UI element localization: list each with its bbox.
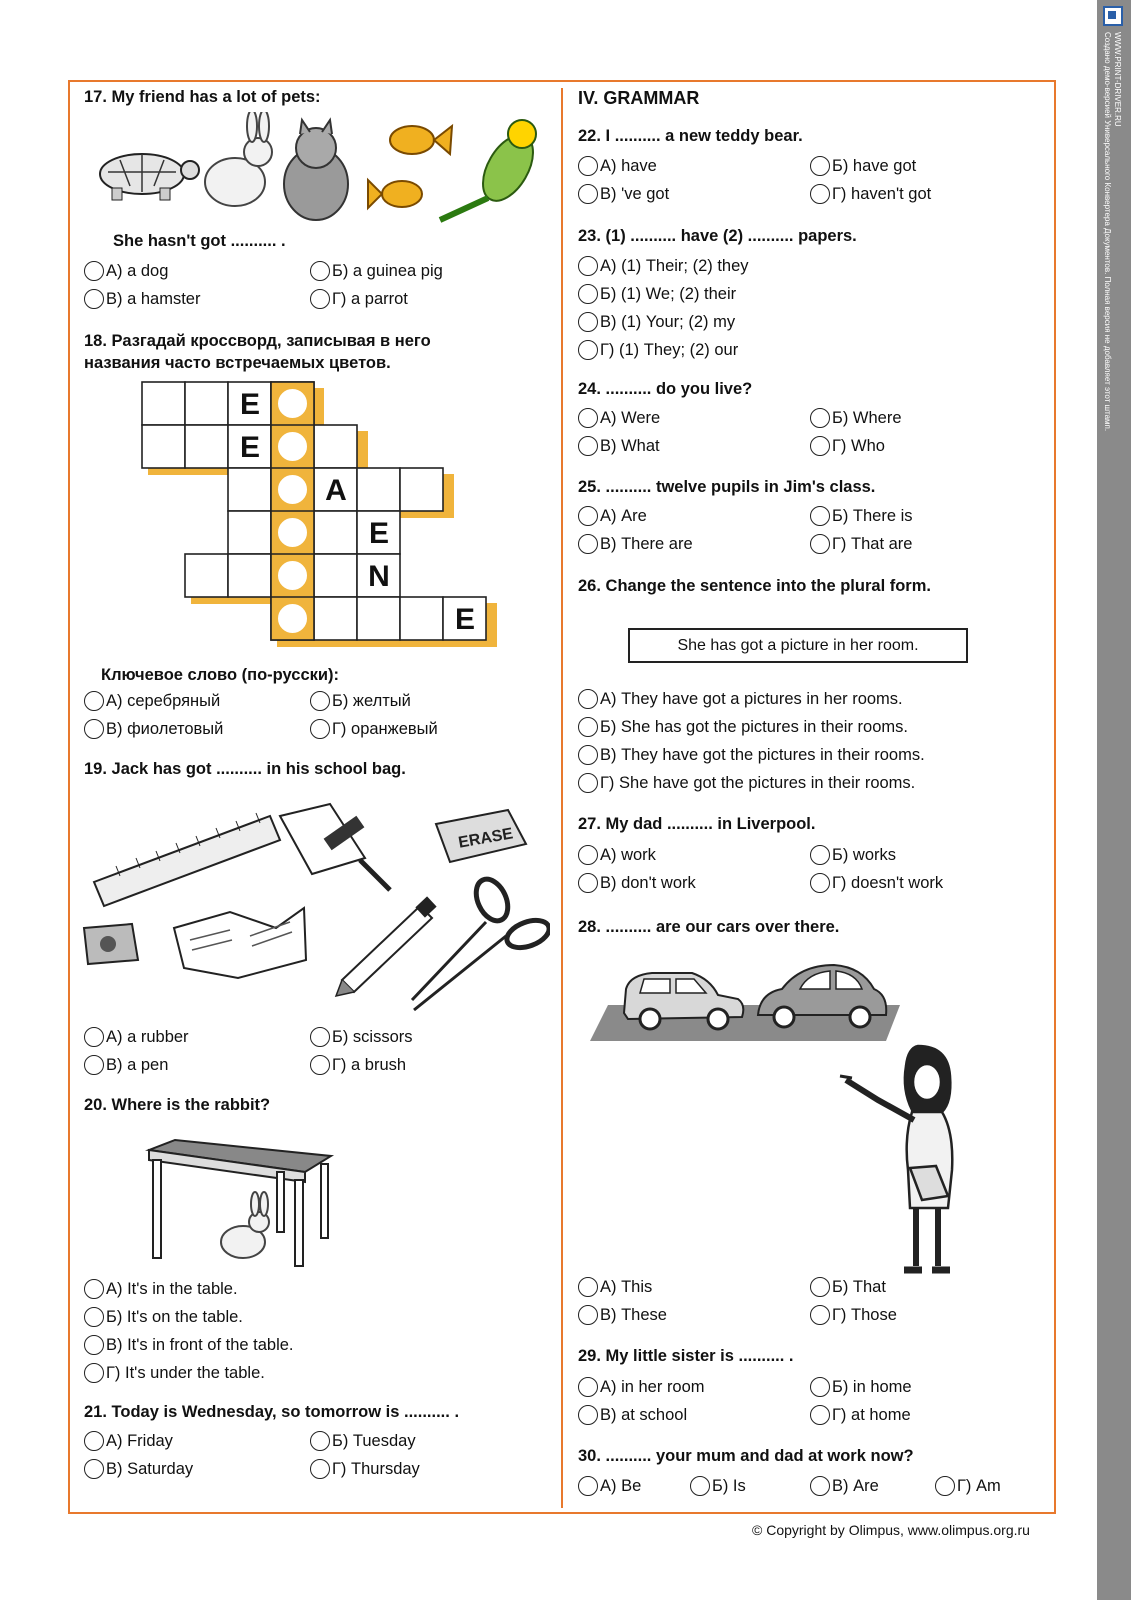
answer-circle-icon[interactable] (578, 534, 598, 554)
option-label: Г) (1) They; (2) our (600, 340, 739, 359)
option-label: В) фиолетовый (106, 719, 224, 738)
answer-circle-icon[interactable] (310, 691, 330, 711)
question-text: .......... do you live? (605, 380, 753, 398)
q17-option-d[interactable] (310, 287, 408, 311)
question-26 (578, 577, 931, 596)
question-number: 20. (84, 1096, 107, 1114)
q27-option-c[interactable] (578, 871, 696, 895)
option-label: Б) Is (712, 1476, 746, 1495)
question-number: 26. (578, 577, 601, 595)
answer-circle-icon[interactable] (578, 1405, 598, 1425)
option-label: Г) a brush (332, 1055, 407, 1074)
question-number: 22. (578, 127, 601, 145)
answer-circle-icon[interactable] (578, 312, 598, 332)
goldfish-icon (368, 126, 452, 208)
answer-circle-icon[interactable] (578, 717, 598, 737)
crossword-letter: E (454, 603, 476, 636)
option-label: А) Be (600, 1476, 642, 1495)
q21-option-d[interactable] (310, 1457, 420, 1481)
crossword-letter: E (368, 517, 390, 550)
option-label: Б) It's on the table. (106, 1307, 243, 1326)
q22-option-d[interactable] (810, 182, 931, 206)
option-label: Б) (1) We; (2) their (600, 284, 737, 303)
q22-option-c[interactable] (578, 182, 669, 206)
option-label: В) a hamster (106, 289, 201, 308)
option-label: Г) Am (957, 1476, 1001, 1495)
question-30 (578, 1447, 914, 1466)
q25-option-b[interactable] (810, 504, 913, 528)
q22-option-a[interactable] (578, 154, 657, 178)
notebook-icon (280, 804, 390, 890)
answer-circle-icon[interactable] (578, 506, 598, 526)
answer-circle-icon[interactable] (310, 289, 330, 309)
option-label: А) Are (600, 506, 647, 525)
girl-pointing-illustration (838, 1040, 978, 1290)
option-label: Г) haven't got (832, 184, 932, 203)
eraser-icon (436, 810, 526, 862)
open-book-icon (174, 908, 306, 978)
question-23 (578, 227, 857, 246)
option-label: Б) scissors (332, 1027, 413, 1046)
q17-option-b[interactable] (310, 259, 443, 283)
q17-prompt: She hasn't got .......... . (113, 232, 286, 250)
option-label: Б) in home (832, 1377, 912, 1396)
question-text: My friend has a lot of pets: (111, 88, 321, 106)
option-label: Б) There is (832, 506, 913, 525)
option-label: Б) a guinea pig (332, 261, 443, 280)
question-28 (578, 918, 839, 937)
answer-circle-icon[interactable] (810, 1405, 830, 1425)
q17-option-a[interactable] (84, 259, 168, 283)
question-number: 17. (84, 88, 107, 106)
q29-option-a[interactable] (578, 1375, 705, 1399)
q26-option-a[interactable] (578, 687, 903, 711)
option-label: Б) Tuesday (332, 1431, 416, 1450)
option-label: Г) It's under the table. (106, 1363, 265, 1382)
question-29 (578, 1347, 794, 1366)
option-label: В) (1) Your; (2) my (600, 312, 736, 331)
answer-circle-icon[interactable] (310, 1027, 330, 1047)
answer-circle-icon[interactable] (84, 1027, 104, 1047)
q29-option-d[interactable] (810, 1403, 911, 1427)
answer-circle-icon[interactable] (310, 261, 330, 281)
q30-option-b[interactable] (690, 1474, 746, 1498)
q19-option-b[interactable] (310, 1025, 413, 1049)
crossword-letter: E (239, 388, 261, 421)
question-number: 25. (578, 478, 601, 496)
question-19 (84, 760, 406, 779)
answer-circle-icon[interactable] (310, 719, 330, 739)
q28-option-a[interactable] (578, 1275, 652, 1299)
sentence-box: She has got a picture in her room. (628, 628, 968, 663)
crossword-letter: A (325, 474, 347, 507)
answer-circle-icon[interactable] (810, 184, 830, 204)
watermark-url: WWW.PRINT-DRIVER.RU (1113, 32, 1122, 127)
q21-option-a[interactable] (84, 1429, 173, 1453)
option-label: Б) She has got the pictures in their rooms. (600, 717, 908, 736)
q23-option-a[interactable] (578, 254, 749, 278)
option-label: Г) Thursday (332, 1459, 420, 1478)
question-18 (84, 330, 504, 374)
q18-option-a[interactable] (84, 689, 220, 713)
answer-circle-icon[interactable] (578, 745, 598, 765)
question-text: I .......... a new teddy bear. (605, 127, 803, 145)
q18-option-b[interactable] (310, 689, 411, 713)
option-label: В) Are (832, 1476, 879, 1495)
answer-circle-icon[interactable] (310, 1055, 330, 1075)
option-label: Г) That are (832, 534, 913, 553)
option-label: В) at school (600, 1405, 688, 1424)
rabbit-icon (205, 112, 272, 206)
question-text: (1) .......... have (2) .......... papers. (605, 227, 857, 245)
option-label: Б) That (832, 1277, 886, 1296)
answer-circle-icon[interactable] (578, 256, 598, 276)
option-label: Б) works (832, 845, 896, 864)
watermark-text: Создано демо-версией Универсального Конвертера Документов. Полная версия не добавляет этот штамп. (1103, 32, 1112, 432)
answer-circle-icon[interactable] (810, 506, 830, 526)
q23-option-c[interactable] (578, 310, 735, 334)
q29-option-b[interactable] (810, 1375, 912, 1399)
answer-circle-icon[interactable] (810, 156, 830, 176)
scissors-icon (412, 874, 550, 1010)
section-heading: IV. GRAMMAR (578, 88, 700, 108)
question-number: 27. (578, 815, 601, 833)
option-label: А) work (600, 845, 656, 864)
answer-circle-icon[interactable] (810, 845, 830, 865)
option-label: В) It's in front of the table. (106, 1335, 294, 1354)
school-items-illustration (80, 800, 550, 1015)
answer-circle-icon[interactable] (810, 873, 830, 893)
q17-option-c[interactable] (84, 287, 200, 311)
answer-circle-icon[interactable] (810, 1305, 830, 1325)
q30-option-d[interactable] (935, 1474, 1001, 1498)
copyright-notice: © Copyright by Olimpus, www.olimpus.org.ru (752, 1522, 1030, 1538)
eraser-label: ERASE (457, 825, 515, 852)
q28-option-b[interactable] (810, 1275, 886, 1299)
q21-option-c[interactable] (84, 1457, 193, 1481)
answer-circle-icon[interactable] (84, 1431, 104, 1451)
question-number: 28. (578, 918, 601, 936)
q26-option-d[interactable] (578, 771, 915, 795)
question-text: Разгадай кроссворд, записывая в него названия часто встречаемых цветов. (84, 332, 431, 372)
answer-circle-icon[interactable] (84, 719, 104, 739)
option-label: А) a rubber (106, 1027, 189, 1046)
option-label: А) have (600, 156, 657, 175)
table-rabbit-illustration (145, 1138, 335, 1270)
option-label: Г) at home (832, 1405, 911, 1424)
answer-circle-icon[interactable] (84, 1335, 104, 1355)
option-label: В) What (600, 436, 660, 455)
rabbit-icon (221, 1192, 269, 1258)
answer-circle-icon[interactable] (810, 1277, 830, 1297)
answer-circle-icon[interactable] (935, 1476, 955, 1496)
answer-circle-icon[interactable] (84, 1307, 104, 1327)
answer-circle-icon[interactable] (578, 408, 598, 428)
answer-circle-icon[interactable] (578, 689, 598, 709)
answer-circle-icon[interactable] (810, 534, 830, 554)
q30-option-a[interactable] (578, 1474, 641, 1498)
answer-circle-icon[interactable] (84, 1459, 104, 1479)
question-text: My dad .......... in Liverpool. (605, 815, 816, 833)
q21-option-b[interactable] (310, 1429, 416, 1453)
answer-circle-icon[interactable] (310, 1459, 330, 1479)
pencil-icon (336, 896, 437, 996)
question-text: Where is the rabbit? (111, 1096, 271, 1114)
answer-circle-icon[interactable] (310, 1431, 330, 1451)
answer-circle-icon[interactable] (84, 1055, 104, 1075)
option-label: А) It's in the table. (106, 1279, 238, 1298)
parrot-icon (440, 120, 543, 220)
answer-circle-icon[interactable] (84, 261, 104, 281)
answer-circle-icon[interactable] (810, 1377, 830, 1397)
question-27 (578, 815, 815, 834)
option-label: А) They have got a pictures in her rooms. (600, 689, 903, 708)
option-label: В) These (600, 1305, 667, 1324)
option-label: В) There are (600, 534, 693, 553)
q24-option-c[interactable] (578, 434, 660, 458)
option-label: А) серебряный (106, 691, 221, 710)
option-label: В) 've got (600, 184, 670, 203)
q24-option-a[interactable] (578, 406, 660, 430)
ruler-icon (94, 813, 280, 906)
q25-option-c[interactable] (578, 532, 693, 556)
answer-circle-icon[interactable] (84, 1363, 104, 1383)
answer-circle-icon[interactable] (690, 1476, 710, 1496)
question-text: .......... your mum and dad at work now? (605, 1447, 914, 1465)
cars-illustration (590, 955, 910, 1045)
q20-option-a[interactable] (84, 1277, 238, 1301)
question-text: .......... are our cars over there. (605, 918, 840, 936)
answer-circle-icon[interactable] (578, 845, 598, 865)
option-label: В) They have got the pictures in their rooms. (600, 745, 925, 764)
answer-circle-icon[interactable] (578, 773, 598, 793)
crossword-grid (140, 380, 510, 655)
answer-circle-icon[interactable] (84, 289, 104, 309)
question-number: 19. (84, 760, 107, 778)
option-label: В) Saturday (106, 1459, 194, 1478)
q24-option-b[interactable] (810, 406, 902, 430)
q20-option-c[interactable] (84, 1333, 294, 1357)
option-label: Б) Where (832, 408, 902, 427)
q24-option-d[interactable] (810, 434, 885, 458)
question-21 (84, 1403, 459, 1422)
q25-option-d[interactable] (810, 532, 912, 556)
q22-option-b[interactable] (810, 154, 916, 178)
option-label: А) Friday (106, 1431, 173, 1450)
q23-option-b[interactable] (578, 282, 736, 306)
option-label: Б) желтый (332, 691, 411, 710)
answer-circle-icon[interactable] (578, 184, 598, 204)
question-number: 18. (84, 332, 107, 350)
option-label: А) in her room (600, 1377, 705, 1396)
option-label: Г) оранжевый (332, 719, 438, 738)
question-24 (578, 380, 752, 399)
answer-circle-icon[interactable] (578, 1476, 598, 1496)
q28-option-d[interactable] (810, 1303, 897, 1327)
option-label: Б) have got (832, 156, 917, 175)
question-17 (84, 88, 321, 107)
q26-option-c[interactable] (578, 743, 925, 767)
question-20 (84, 1096, 270, 1115)
question-text: My little sister is .......... . (605, 1347, 794, 1365)
converter-logo-icon (1103, 6, 1123, 26)
q29-option-c[interactable] (578, 1403, 687, 1427)
q18-option-d[interactable] (310, 717, 438, 741)
q27-option-a[interactable] (578, 843, 656, 867)
crossword-key-column (271, 382, 314, 640)
option-label: Г) Those (832, 1305, 897, 1324)
answer-circle-icon[interactable] (578, 1277, 598, 1297)
question-text: Jack has got .......... in his school bag. (111, 760, 406, 778)
option-label: В) a pen (106, 1055, 169, 1074)
answer-circle-icon[interactable] (578, 284, 598, 304)
q19-option-d[interactable] (310, 1053, 406, 1077)
option-label: А) This (600, 1277, 653, 1296)
option-label: А) (1) Their; (2) they (600, 256, 749, 275)
question-22 (578, 127, 803, 146)
pets-illustration (90, 112, 550, 252)
crossword-letter: E (239, 431, 261, 464)
question-number: 24. (578, 380, 601, 398)
answer-circle-icon[interactable] (578, 156, 598, 176)
q25-option-a[interactable] (578, 504, 647, 528)
q28-option-c[interactable] (578, 1303, 667, 1327)
sharpener-icon (84, 924, 138, 964)
question-text: Change the sentence into the plural form. (605, 577, 931, 595)
option-label: Г) a parrot (332, 289, 408, 308)
answer-circle-icon[interactable] (578, 436, 598, 456)
answer-circle-icon[interactable] (84, 691, 104, 711)
option-label: Г) She have got the pictures in their rooms. (600, 773, 916, 792)
q18-key-prompt: Ключевое слово (по-русски): (101, 666, 340, 684)
answer-circle-icon[interactable] (810, 408, 830, 428)
answer-circle-icon[interactable] (810, 436, 830, 456)
answer-circle-icon[interactable] (578, 873, 598, 893)
answer-circle-icon[interactable] (810, 1476, 830, 1496)
turtle-icon (100, 154, 199, 200)
question-number: 21. (84, 1403, 107, 1421)
question-text: .......... twelve pupils in Jim's class. (605, 478, 876, 496)
option-label: В) don't work (600, 873, 696, 892)
question-text: Today is Wednesday, so tomorrow is .......... . (111, 1403, 460, 1421)
q19-option-c[interactable] (84, 1053, 168, 1077)
answer-circle-icon[interactable] (578, 1305, 598, 1325)
option-label: Г) Who (832, 436, 885, 455)
answer-circle-icon[interactable] (578, 340, 598, 360)
q23-option-d[interactable] (578, 338, 738, 362)
q20-option-d[interactable] (84, 1361, 265, 1385)
q27-option-d[interactable] (810, 871, 943, 895)
question-number: 30. (578, 1447, 601, 1465)
q18-option-c[interactable] (84, 717, 223, 741)
crossword-letter: N (368, 560, 390, 593)
answer-circle-icon[interactable] (84, 1279, 104, 1299)
q27-option-b[interactable] (810, 843, 896, 867)
q19-option-a[interactable] (84, 1025, 189, 1049)
cat-icon (284, 120, 348, 220)
question-number: 23. (578, 227, 601, 245)
q26-option-b[interactable] (578, 715, 908, 739)
question-25 (578, 478, 875, 497)
q30-option-c[interactable] (810, 1474, 879, 1498)
column-divider (561, 88, 563, 1508)
question-number: 29. (578, 1347, 601, 1365)
option-label: А) a dog (106, 261, 169, 280)
option-label: А) Were (600, 408, 661, 427)
option-label: Г) doesn't work (832, 873, 944, 892)
answer-circle-icon[interactable] (578, 1377, 598, 1397)
q20-option-b[interactable] (84, 1305, 243, 1329)
